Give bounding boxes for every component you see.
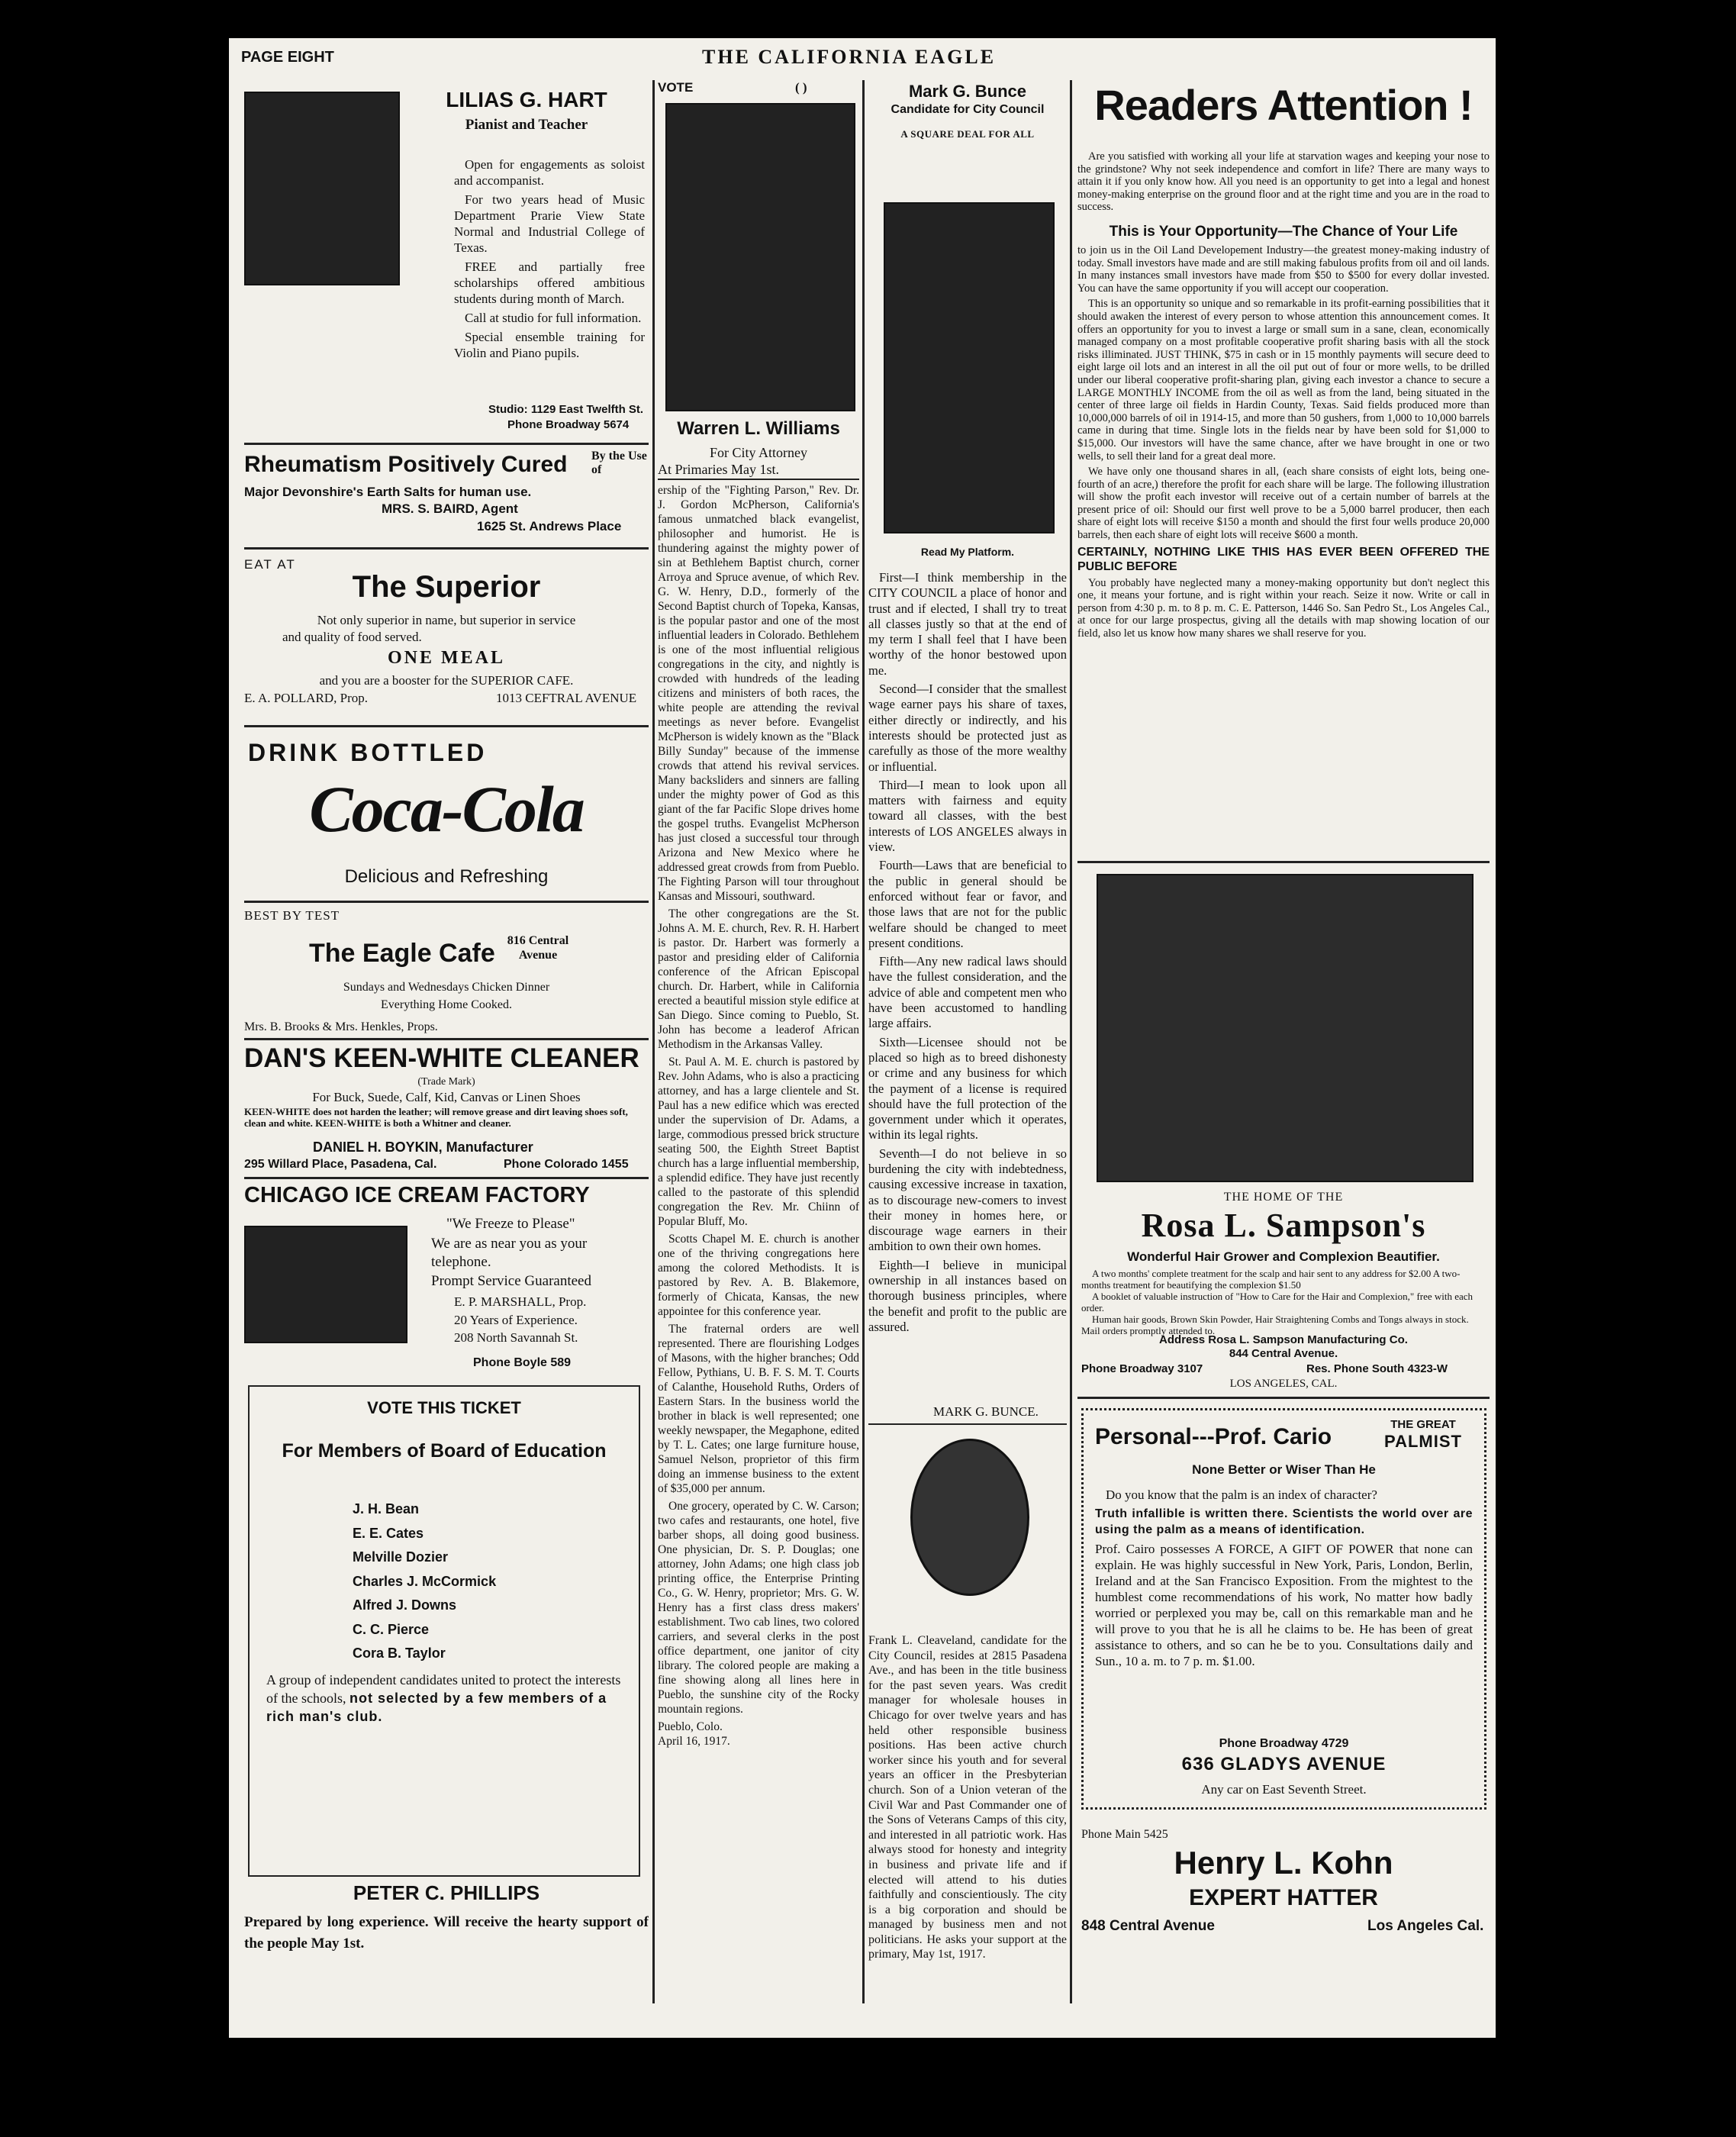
column-rule xyxy=(1070,80,1072,2003)
hart-paragraph: Call at studio for full information. xyxy=(465,311,642,325)
rheum-line: Major Devonshire's Earth Salts for human use. xyxy=(244,485,532,499)
phillips-name: PETER C. PHILLIPS xyxy=(353,1881,540,1904)
cleaveland-text: Frank L. Cleaveland, candidate for the City Council, resides at 2815 Pasadena Ave., and has been in the title business for the past seven years. Was credit manager for wholesale houses in Chicago for over twelve years and has held other responsible business positions. Has been active church worker since his youth and for several years an officer in the Presbyterian church. Son of a Union veteran of the Civil War and Past Commander one of the Sons of Veterans Camps of this city, and interested in all patriotic work. Has always stood for honesty and integrity in business and private life and if elected will attend to his duties faithfully and conscientiously. The city is a big corporation and should be managed by business men and not politicians. He asks your support at the primary, May 1st, 1917. xyxy=(868,1634,1067,1961)
sampson-line: Human hair goods, Brown Skin Powder, Hair Straightening Combs and Tongs always in stock. Mail orders promptly attended to. xyxy=(1081,1313,1469,1336)
sampson-city: LOS ANGELES, CAL. xyxy=(1229,1378,1338,1390)
candidate-name: Cora B. Taylor xyxy=(353,1645,446,1661)
phillips-text: Prepared by long experience. Will receive the hearty support of the people May 1st. xyxy=(244,1914,649,1952)
superior-address: 1013 CEFTRAL AVENUE xyxy=(496,691,637,705)
divider xyxy=(244,1038,649,1040)
cario-paragraph: Prof. Cairo possesses A FORCE, A GIFT OF POWER that none can explain. He was highly successful in New York, Paris, London, Berlin, Ireland and at the San Francisco Exposition. From the mightest to the humblest come recommendations of his work, No matter how badly worried or perplexed you may be, call on this remarkable man and he will prove to you that he is all he claims to be. He has been of great assistance to others, and so can he be to you. Consultations daily and Sun., 10 a. m. to 7 p. m. $1.00. xyxy=(1095,1542,1473,1668)
column-3 xyxy=(868,80,1067,2034)
article-dateline: Pueblo, Colo. xyxy=(658,1720,723,1733)
icecream-address: 208 North Savannah St. xyxy=(454,1330,578,1345)
vote-box[interactable]: ( ) xyxy=(795,80,807,95)
readers-paragraph: to join us in the Oil Land Developement Industry—the greatest money-making industry of today. Small investors have made and are still making fabulous profits from oil and oil lands. In many instances small investors have made from $50 to $500 for every dollar invested. You can have the same opportunity if you will accept our cooperation. xyxy=(1077,244,1490,295)
rheum-address: 1625 St. Andrews Place xyxy=(477,519,622,533)
sampson-interior-photo xyxy=(1097,874,1474,1182)
eagle-props: Mrs. B. Brooks & Mrs. Henkles, Props. xyxy=(244,1020,438,1033)
ticket-subtitle: For Members of Board of Education xyxy=(282,1440,607,1462)
cleaner-address: 295 Willard Place, Pasadena, Cal. xyxy=(244,1158,437,1171)
superior-line: and quality of food served. xyxy=(282,630,422,644)
kohn-name: Henry L. Kohn xyxy=(1174,1845,1393,1881)
sampson-phone: Phone Broadway 3107 xyxy=(1081,1362,1203,1375)
kohn-city: Los Angeles Cal. xyxy=(1367,1918,1484,1934)
sampson-name: Rosa L. Sampson's xyxy=(1141,1207,1426,1244)
masthead: THE CALIFORNIA EAGLE xyxy=(702,46,997,68)
page-header xyxy=(229,38,1496,76)
column-1 xyxy=(244,80,649,2034)
cario-car: Any car on East Seventh Street. xyxy=(1201,1782,1367,1797)
eagle-line: Sundays and Wednesdays Chicken Dinner xyxy=(343,981,550,994)
superior-ad xyxy=(244,553,649,717)
sampson-address: 844 Central Avenue. xyxy=(1229,1347,1338,1360)
article-body xyxy=(658,483,859,1749)
column-rule xyxy=(862,80,865,2003)
icecream-prop: E. P. MARSHALL, Prop. xyxy=(454,1294,587,1309)
candidate-name: Melville Dozier xyxy=(353,1549,449,1565)
column-2 xyxy=(658,80,859,2034)
sampson-res-phone: Res. Phone South 4323-W xyxy=(1306,1362,1448,1375)
hart-title: Pianist and Teacher xyxy=(465,117,588,133)
hart-paragraph: Special ensemble training for Violin and Piano pupils. xyxy=(454,330,645,360)
cario-palmist: PALMIST xyxy=(1384,1432,1462,1451)
eagle-address: 816 Central Avenue xyxy=(507,934,569,962)
cleaner-mfr: DANIEL H. BOYKIN, Manufacturer xyxy=(313,1139,533,1155)
icecream-exp: 20 Years of Experience. xyxy=(454,1313,578,1327)
coca-cola-ad xyxy=(244,733,649,897)
williams-portrait xyxy=(665,103,855,411)
cario-great: THE GREAT xyxy=(1390,1418,1456,1431)
bunce-portrait xyxy=(884,202,1055,533)
eagle-name: The Eagle Cafe xyxy=(309,939,495,968)
sampson-line: A two months' complete treatment for the scalp and hair sent to any address for $2.00 A two-months treatment for beautifying the complexion $1.50 xyxy=(1081,1268,1461,1291)
candidate-name: Alfred J. Downs xyxy=(353,1597,457,1613)
coke-tagline: Delicious and Refreshing xyxy=(344,866,549,887)
ticket-footer-b: not selected by a few members of a rich man's club. xyxy=(266,1691,607,1724)
readers-paragraph: You probably have neglected many a money-making opportunity but don't neglect this one, it means your fortune, and is right within your reach. Seize it now. Write or call in person from 4:30 p. m. to 8 p. m. C. E. Patterson, 1446 So. San Pedro St., Los Angeles Cal., at once for our large prospectus, giving all the details with map showing location of our field, also let us know how many shares we shall reserve for you. xyxy=(1077,576,1490,640)
divider xyxy=(1077,1397,1490,1399)
rheum-by-use: By the Use of xyxy=(591,450,647,476)
article-paragraph: ership of the "Fighting Parson," Rev. Dr. J. Gordon McPherson, California's famous unmatched black evangelist, philosopher and humorist. He is thundering against the mighty power of sin at Bethlehem Baptist church, corner Arroya and Spruce avenue, of which Rev. G. W. Henry, D.D., formerly of the Second Baptist church of Topeka, Kansas, is the popular pastor and one of the most influential leaders in Colorado. Bethlehem is one of the most influential religious congregations in the city, and nightly is crowded with hundreds of the leading citizens and ministers of both races, the white people are attending the revival meetings as never before. Evangelist McPherson is widely known as the "Black Billy Sunday" because of the immense crowds that attend his revival services. Many backsliders and sinners are falling under the mighty power of God as this giant of the far Pacific Slope drives home the gospel truths. Evangelist McPherson has just closed a successful tour through Arizona and New Mexico where he addressed great crowds from from Pueblo. The Fighting Parson will tour throughout Kansas and Missouri, southward. xyxy=(658,484,859,903)
kohn-phone: Phone Main 5425 xyxy=(1081,1828,1168,1841)
platform-plank: Fourth—Laws that are beneficial to the public in general should be enforced without fear or favor, and those laws that are not for the public welfare should be changed to meet present conditions. xyxy=(868,858,1067,950)
cario-address: 636 GLADYS AVENUE xyxy=(1181,1754,1387,1774)
readers-intro xyxy=(1077,150,1490,217)
ticket-title: VOTE THIS TICKET xyxy=(367,1398,521,1417)
bunce-office: Candidate for City Council xyxy=(891,103,1045,116)
divider xyxy=(244,443,649,445)
rheumatism-ad xyxy=(244,448,649,540)
cario-paragraph: Truth infallible is written there. Scientists the world over are using the palm as a means of identification. xyxy=(1095,1507,1473,1536)
superior-line: Not only superior in name, but superior in service xyxy=(317,613,576,627)
hart-paragraph: Open for engagements as soloist and accompanist. xyxy=(454,157,645,188)
readers-subhead: This is Your Opportunity—The Chance of Your Life xyxy=(1109,224,1458,240)
williams-primaries: At Primaries May 1st. xyxy=(658,462,779,477)
cleaveland-portrait xyxy=(910,1439,1029,1596)
article-paragraph: The other congregations are the St. Johns A. M. E. church, Rev. R. H. Harbert is pastor. Dr. Harbert was formerly a pastor and presiding elder of California conference of the African Episcopal church. Dr. Harbert, while in California erected a beautiful mission style edifice at San Diego. Since coming to Pueblo, St. John has become a leaderof African Methodism in the Arkansas Valley. xyxy=(658,907,859,1051)
readers-certainly: CERTAINLY, NOTHING LIKE THIS HAS EVER BEEN OFFERED THE PUBLIC BEFORE xyxy=(1077,545,1490,573)
superior-one-meal: ONE MEAL xyxy=(387,648,505,668)
divider xyxy=(244,1177,649,1179)
coke-drink: DRINK BOTTLED xyxy=(248,739,488,766)
williams-name: Warren L. Williams xyxy=(677,418,840,439)
article-paragraph: One grocery, operated by C. W. Carson; two cafes and restaurants, one hotel, five barber shops, all doing good business. One physician, Dr. S. P. Douglas; one attorney, John Adams; one high class job printing office, the Enterprise Printing Co., G. W. Henry, proprietor; Mrs. G. W. Henry has a first class dress makers' establishment. Two cab lines, two colored carriers, and several clerks in the post office department, one janitor of city library. The colored people are making a fine showing along all lines here in Pueblo, the sunshine city of the Rocky mountain regions. xyxy=(658,1500,859,1716)
coca-cola-logo: Coca-Cola xyxy=(309,772,584,846)
eagle-line: Everything Home Cooked. xyxy=(381,998,512,1011)
readers-headline: Readers Attention ! xyxy=(1094,81,1473,129)
platform-plank: Seventh—I do not believe in so burdening the city with indebtedness, causing excessive increase in taxation, as to discourage new-comers to invest their money in homes here, or discourage wage earners in their ambition to own their own homes. xyxy=(868,1146,1067,1254)
candidate-name: E. E. Cates xyxy=(353,1525,424,1541)
prof-cario-ad xyxy=(1081,1408,1486,1810)
platform-plank: Fifth—Any new radical laws should have the fullest consideration, and the advice of able and competent men who have been accustomed to handling large affairs. xyxy=(868,954,1067,1031)
icecream-name: CHICAGO ICE CREAM FACTORY xyxy=(244,1183,590,1207)
kohn-title: EXPERT HATTER xyxy=(1189,1885,1378,1910)
cario-name: Personal---Prof. Cario xyxy=(1095,1424,1332,1449)
williams-office: For City Attorney xyxy=(709,445,807,460)
article-paragraph: St. Paul A. M. E. church is pastored by Rev. John Adams, who is also a practicing attorney, and has a large clientele and St. Paul has a new edifice which was erected under the supervision of Dr. Adams, a large, commodious pressed brick structure seating 500, the Eighth Street Baptist church has a large influential membership, a splendid edifice. They have just recently called to the pastorate of this splendid congregation the Rev. Mr. Chiinn of Popular Bluff, Mo. xyxy=(658,1056,859,1228)
readers-paragraph: We have only one thousand shares in all, (each share consists of eight lots, being one-fourth of an acre,) therefore the profit for each share will be large. The following illustration will show the profit each investor will receive out of a certain number of barrels at the present price of oil: Should our first well prove to be a 5,000 barrel producer, then each share of eight lots will receive $150 a month and should the first four wells produce 20,000 barrels, then each share of eight lots will receive $600 a month. xyxy=(1077,466,1490,542)
column-rule xyxy=(652,80,655,2003)
candidate-name: Charles J. McCormick xyxy=(353,1573,497,1589)
hart-body xyxy=(454,156,645,364)
superior-line: and you are a booster for the SUPERIOR CAFE. xyxy=(319,673,574,688)
ticket-names xyxy=(353,1497,496,1666)
superior-name: The Superior xyxy=(352,570,541,604)
cleaner-line: For Buck, Suede, Calf, Kid, Canvas or Linen Shoes xyxy=(312,1090,581,1104)
cario-paragraph: Do you know that the palm is an index of character? xyxy=(1106,1488,1377,1502)
icecream-slogan: "We Freeze to Please" xyxy=(446,1216,575,1232)
hart-name: LILIAS G. HART xyxy=(446,88,607,111)
candidate-name: C. C. Pierce xyxy=(353,1621,430,1637)
divider xyxy=(1077,861,1490,863)
platform-plank: Second—I consider that the smallest wage earner pays his share of taxes, either directly or indirectly, and his interests should be protected just as carefully as those of the more wealthy or influential. xyxy=(868,682,1067,774)
divider xyxy=(868,1423,1067,1425)
sampson-details xyxy=(1081,1268,1486,1336)
hart-ad xyxy=(244,80,649,431)
page-label: PAGE EIGHT xyxy=(241,49,334,66)
sampson-home-of: THE HOME OF THE xyxy=(1223,1191,1344,1204)
readers-body xyxy=(1077,244,1490,643)
hart-phone: Phone Broadway 5674 xyxy=(507,418,630,431)
icecream-line: Prompt Service Guaranteed xyxy=(431,1273,591,1289)
cleaner-phone: Phone Colorado 1455 xyxy=(504,1158,629,1171)
divider xyxy=(244,725,649,727)
ticket-footer xyxy=(266,1671,629,1726)
ticket-footer-a: A group of independent candidates united to protect the interests of the schools, xyxy=(266,1672,621,1706)
superior-prop: E. A. POLLARD, Prop. xyxy=(244,691,368,705)
bunce-platform-body xyxy=(868,570,1067,1338)
column-4 xyxy=(1077,80,1490,2034)
bunce-platform: Read My Platform. xyxy=(920,546,1015,558)
platform-plank: First—I think membership in the CITY COUNCIL a place of honor and trust and if elected, I shall try to treat all classes justly so that at the end of my term I shall feel that I have been worthy of the honor bestowed upon me. xyxy=(868,570,1067,678)
bunce-deal: A SQUARE DEAL FOR ALL xyxy=(900,128,1035,140)
icecream-phone: Phone Boyle 589 xyxy=(473,1356,572,1369)
board-of-education-ticket xyxy=(248,1385,640,1877)
platform-plank: Sixth—Licensee should not be placed so high as to breed dishonesty or crime and any business for which the payment of a license is required should have the full protection of the government under which it operates, within its legal rights. xyxy=(868,1034,1067,1143)
hart-paragraph: For two years head of Music Department Prarie View State Normal and Industrial College of Texas. xyxy=(454,192,645,255)
newspaper-page xyxy=(229,38,1496,2038)
platform-plank: Eighth—I believe in municipal ownership in all instances based on thorough business principles, where the benefit and profit to the public are assured. xyxy=(868,1257,1067,1334)
icecream-line: We are as near you as your telephone. xyxy=(431,1236,588,1270)
divider xyxy=(244,547,649,550)
ice-cream-ad xyxy=(244,1181,649,1342)
divider xyxy=(244,901,649,903)
cleaner-name: DAN'S KEEN-WHITE CLEANER xyxy=(244,1043,639,1073)
readers-paragraph: Are you satisfied with working all your life at starvation wages and keeping your nose to the grindstone? Why not seek independence and comfort in life? There are many ways to attain it if you only know how. All you need is an opportunity to get into a legal and honest money-making enterprise on the ground floor and at the right time and you are in the road to success. xyxy=(1077,150,1490,213)
article-date: April 16, 1917. xyxy=(658,1735,730,1748)
divider xyxy=(658,479,859,480)
cario-phone: Phone Broadway 4729 xyxy=(1219,1737,1349,1750)
cario-sub: None Better or Wiser Than He xyxy=(1192,1462,1376,1477)
kohn-address: 848 Central Avenue xyxy=(1081,1918,1215,1934)
rheum-agent: MRS. S. BAIRD, Agent xyxy=(382,501,518,516)
platform-plank: Third—I mean to look upon all matters with fairness and equity toward all classes, with the best interests of LOS ANGELES always in view. xyxy=(868,777,1067,855)
sampson-tagline: Wonderful Hair Grower and Complexion Beautifier. xyxy=(1127,1249,1440,1264)
cleaner-line: KEEN-WHITE does not harden the leather; will remove grease and dirt leaving shoes soft, clean and white. KEEN-WHITE is both a Whitner and cleaner. xyxy=(244,1106,628,1129)
article-paragraph: The fraternal orders are well represented. There are flourishing Lodges of Masons, with the higher branches; Odd Fellow, Pythians, U. B. F. S. M. T. Courts of Calanthe, Household Ruths, Orders of Eastern Stars. In the business world the brother in black is well represented; one weekly newspaper, the Megaphone, edited by T. L. Cates; one large furniture house, Samuel Nelson, proprietor of this firm doing an immense business to the extent of $35,000 per annum. xyxy=(658,1323,859,1495)
candidate-name: J. H. Bean xyxy=(353,1501,420,1517)
eagle-best: BEST BY TEST xyxy=(244,908,340,923)
article-paragraph: Scotts Chapel M. E. church is another one of the thriving congregations here among the colored Methodists. It is pastored by Rev. A. B. Blakemore, formerly of Chicata, Kansas, the new appointee for this conference year. xyxy=(658,1233,859,1318)
sampson-address: Address Rosa L. Sampson Manufacturing Co. xyxy=(1159,1333,1408,1346)
cleaner-tm: (Trade Mark) xyxy=(417,1076,475,1088)
williams-vote: VOTE xyxy=(658,80,694,95)
hart-portrait xyxy=(244,92,400,285)
cario-body xyxy=(1095,1487,1473,1672)
rheum-headline: Rheumatism Positively Cured xyxy=(244,452,568,477)
sampson-line: A booklet of valuable instruction of "How to Care for the Hair and Complexion," free with each order. xyxy=(1081,1291,1474,1313)
superior-eat-at: EAT AT xyxy=(244,557,296,572)
cleaner-ad xyxy=(244,1042,649,1175)
eagle-cafe-ad xyxy=(244,904,649,1034)
hart-studio: Studio: 1129 East Twelfth St. xyxy=(488,403,644,416)
bunce-name: Mark G. Bunce xyxy=(908,82,1027,101)
hart-paragraph: FREE and partially free scholarships offered ambitious students during month of March. xyxy=(454,259,645,306)
icecream-image xyxy=(244,1226,407,1343)
bunce-signature: MARK G. BUNCE. xyxy=(933,1404,1039,1419)
readers-paragraph: This is an opportunity so unique and so remarkable in its profit-earning possibilities that it should awaken the interest of every person to whose attention this announcement comes. It offers an opportunity for you to invest a large or small sum in a sane, clean, economically managed company on a most profitable cooperative profit sharing basis with all the stock risks illiminated. JUST THINK, $75 in cash or in 15 monthly payments will secure deed to eight large oil lots and an interest in all the oil put out of four or more wells, to be drilled under our liberal cooperative profit-sharing plan, giving each investor a chance to secure a LARGE MONTHLY INCOME from the oil as well as from the land, being situated in the center of three large oil fields in Hardin County, Texas. Said fields produced more than 10,000,000 barrels of oil in 1914-15, and more than 50 gushers, from 1,000 to 10,000 barrels came in during that time. Single lots in the fields near by have been sold for $1,000 to $15,000. Our investors will have the same chance, after we have brought in one or two wells, to sell their land for a great deal more. xyxy=(1077,298,1490,463)
